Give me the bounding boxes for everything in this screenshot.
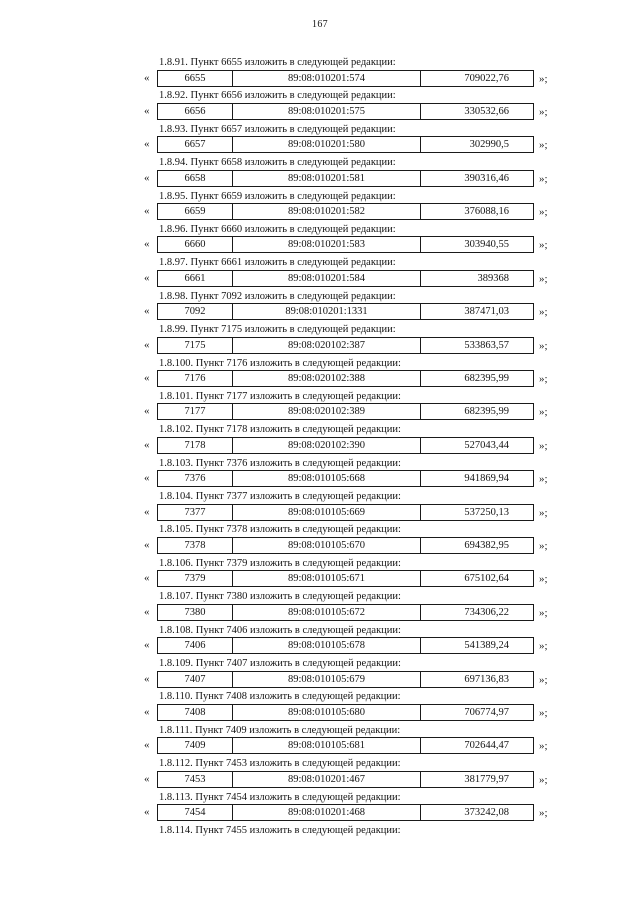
table-row [138, 504, 568, 521]
cadastral-number-cell: 89:08:010105:670 [233, 538, 421, 553]
cadastral-number-cell: 89:08:010201:581 [233, 171, 421, 186]
table-cells [157, 504, 534, 521]
table-cells [157, 103, 534, 120]
closing-quote: »; [539, 206, 548, 219]
cadastral-number-cell: 89:08:010105:671 [233, 571, 421, 586]
closing-quote: »; [539, 172, 548, 185]
table-cells [157, 804, 534, 821]
opening-quote: « [144, 171, 150, 184]
closing-quote: »; [539, 573, 548, 586]
cadastral-value-cell: 541389,24 [464, 640, 509, 652]
table-row [138, 370, 568, 387]
closing-quote: »; [539, 807, 548, 820]
amendment-heading: 1.8.91. Пункт 6655 изложить в следующей редакции: [159, 57, 396, 68]
item-number-cell: 7378 [158, 538, 233, 553]
amendment-heading: 1.8.101. Пункт 7177 изложить в следующей редакции: [159, 390, 401, 402]
table-row [138, 804, 568, 821]
amendment-entry [0, 690, 640, 723]
cadastral-value-cell: 537250,13 [464, 506, 509, 518]
opening-quote: « [144, 672, 150, 685]
table-cells [157, 236, 534, 253]
table-cells [157, 737, 534, 754]
opening-quote: « [144, 739, 150, 752]
table-row [138, 70, 568, 87]
item-number-cell: 6657 [158, 137, 233, 152]
amendment-entry-final [0, 824, 640, 857]
table-row [138, 704, 568, 721]
closing-quote: »; [539, 473, 548, 486]
item-number-cell: 7453 [158, 772, 233, 787]
opening-quote: « [144, 605, 150, 618]
cadastral-number-cell: 89:08:010201:582 [233, 204, 421, 219]
amendment-heading: 1.8.96. Пункт 6660 изложить в следующей редакции: [159, 223, 396, 235]
closing-quote: »; [539, 306, 548, 319]
closing-quote: »; [539, 105, 548, 118]
opening-quote: « [144, 806, 150, 819]
table-cells [157, 136, 534, 153]
cadastral-number-cell: 89:08:010105:672 [233, 605, 421, 620]
table-cells [157, 203, 534, 220]
cadastral-value-cell: 533863,57 [464, 339, 509, 351]
table-row [138, 570, 568, 587]
item-number-cell: 6659 [158, 204, 233, 219]
cadastral-value-cell: 694382,95 [464, 539, 509, 551]
cadastral-value-cell: 373242,08 [464, 807, 509, 819]
table-cells [157, 704, 534, 721]
table-cells [157, 270, 534, 287]
table-cells [157, 403, 534, 420]
opening-quote: « [144, 538, 150, 551]
closing-quote: »; [539, 773, 548, 786]
closing-quote: »; [539, 439, 548, 452]
table-row [138, 771, 568, 788]
amendment-heading: 1.8.109. Пункт 7407 изложить в следующей редакции: [159, 658, 401, 670]
amendment-heading: 1.8.106. Пункт 7379 изложить в следующей редакции: [159, 557, 401, 569]
amendment-heading: 1.8.98. Пункт 7092 изложить в следующей редакции: [159, 290, 396, 302]
item-number-cell: 6658 [158, 171, 233, 186]
table-cells [157, 437, 534, 454]
cadastral-number-cell: 89:08:010201:467 [233, 772, 421, 787]
amendment-entry [0, 523, 640, 556]
cadastral-number-cell: 89:08:020102:389 [233, 404, 421, 419]
item-number-cell: 7178 [158, 438, 233, 453]
cadastral-value-cell: 376088,16 [464, 206, 509, 218]
cadastral-value-cell: 330532,66 [464, 105, 509, 117]
cadastral-number-cell: 89:08:010201:583 [233, 237, 421, 252]
opening-quote: « [144, 271, 150, 284]
cadastral-value-cell: 390316,46 [464, 172, 509, 184]
table-row [138, 437, 568, 454]
table-row [138, 337, 568, 354]
amendment-entry [0, 290, 640, 323]
amendment-heading: 1.8.102. Пункт 7178 изложить в следующей редакции: [159, 424, 401, 436]
cadastral-value-cell: 303940,55 [464, 239, 509, 251]
amendment-entry [0, 490, 640, 523]
amendment-heading: 1.8.94. Пункт 6658 изложить в следующей редакции: [159, 157, 396, 169]
opening-quote: « [144, 405, 150, 418]
item-number-cell: 6661 [158, 271, 233, 286]
table-cells [157, 170, 534, 187]
closing-quote: »; [539, 406, 548, 419]
closing-quote: »; [539, 72, 548, 85]
cadastral-value-cell: 709022,76 [464, 72, 509, 84]
opening-quote: « [144, 305, 150, 318]
cadastral-value-cell: 389368 [477, 272, 509, 284]
table-cells [157, 604, 534, 621]
cadastral-number-cell: 89:08:010201:468 [233, 805, 421, 820]
table-row [138, 537, 568, 554]
amendment-entry [0, 190, 640, 223]
table-cells [157, 671, 534, 688]
table-row [138, 737, 568, 754]
cadastral-number-cell: 89:08:010105:680 [233, 705, 421, 720]
item-number-cell: 7175 [158, 338, 233, 353]
cadastral-number-cell: 89:08:010105:679 [233, 672, 421, 687]
closing-quote: »; [539, 640, 548, 653]
amendment-heading: 1.8.92. Пункт 6656 изложить в следующей редакции: [159, 90, 396, 102]
amendment-entry [0, 390, 640, 423]
opening-quote: « [144, 338, 150, 351]
opening-quote: « [144, 505, 150, 518]
table-row [138, 403, 568, 420]
closing-quote: »; [539, 539, 548, 552]
amendment-entry [0, 56, 640, 89]
amendment-entry [0, 757, 640, 790]
table-cells [157, 637, 534, 654]
opening-quote: « [144, 238, 150, 251]
amendment-heading: 1.8.99. Пункт 7175 изложить в следующей редакции: [159, 324, 396, 336]
amendment-entry [0, 89, 640, 122]
table-row [138, 170, 568, 187]
cadastral-number-cell: 89:08:010105:681 [233, 738, 421, 753]
amendment-heading: 1.8.111. Пункт 7409 изложить в следующей редакции: [159, 724, 401, 736]
item-number-cell: 7454 [158, 805, 233, 820]
item-number-cell: 7409 [158, 738, 233, 753]
cadastral-number-cell: 89:08:010201:574 [233, 71, 421, 86]
cadastral-value-cell: 702644,47 [464, 740, 509, 752]
opening-quote: « [144, 104, 150, 117]
table-cells [157, 303, 534, 320]
table-cells [157, 470, 534, 487]
table-row [138, 637, 568, 654]
closing-quote: »; [539, 706, 548, 719]
table-row [138, 236, 568, 253]
table-cells [157, 370, 534, 387]
table-row [138, 103, 568, 120]
document-body [0, 56, 640, 857]
amendment-heading: 1.8.104. Пункт 7377 изложить в следующей редакции: [159, 491, 401, 503]
opening-quote: « [144, 71, 150, 84]
closing-quote: »; [539, 506, 548, 519]
cadastral-value-cell: 682395,99 [464, 406, 509, 418]
amendment-entry [0, 323, 640, 356]
opening-quote: « [144, 372, 150, 385]
cadastral-value-cell: 527043,44 [464, 439, 509, 451]
table-cells [157, 771, 534, 788]
opening-quote: « [144, 572, 150, 585]
amendment-heading: 1.8.95. Пункт 6659 изложить в следующей редакции: [159, 190, 396, 202]
amendment-heading: 1.8.112. Пункт 7453 изложить в следующей редакции: [159, 758, 401, 770]
amendment-entry [0, 223, 640, 256]
cadastral-value-cell: 697136,83 [464, 673, 509, 685]
item-number-cell: 7406 [158, 638, 233, 653]
amendment-entry [0, 590, 640, 623]
table-cells [157, 537, 534, 554]
opening-quote: « [144, 438, 150, 451]
amendment-heading: 1.8.113. Пункт 7454 изложить в следующей редакции: [159, 791, 401, 803]
item-number-cell: 7092 [158, 304, 233, 319]
amendment-heading: 1.8.110. Пункт 7408 изложить в следующей редакции: [159, 691, 401, 703]
cadastral-number-cell: 89:08:010201:575 [233, 104, 421, 119]
cadastral-number-cell: 89:08:020102:388 [233, 371, 421, 386]
item-number-cell: 6656 [158, 104, 233, 119]
cadastral-value-cell: 706774,97 [464, 706, 509, 718]
amendment-entry [0, 557, 640, 590]
closing-quote: »; [539, 606, 548, 619]
amendment-heading: 1.8.103. Пункт 7376 изложить в следующей редакции: [159, 457, 401, 469]
amendment-entry [0, 657, 640, 690]
opening-quote: « [144, 205, 150, 218]
amendment-entry [0, 156, 640, 189]
amendment-entry [0, 423, 640, 456]
closing-quote: »; [539, 339, 548, 352]
opening-quote: « [144, 138, 150, 151]
amendment-list [0, 56, 640, 824]
closing-quote: »; [539, 373, 548, 386]
amendment-entry [0, 123, 640, 156]
opening-quote: « [144, 472, 150, 485]
item-number-cell: 7376 [158, 471, 233, 486]
amendment-heading: 1.8.100. Пункт 7176 изложить в следующей редакции: [159, 357, 401, 369]
amendment-heading: 1.8.93. Пункт 6657 изложить в следующей редакции: [159, 123, 396, 135]
item-number-cell: 7379 [158, 571, 233, 586]
cadastral-number-cell: 89:08:020102:387 [233, 338, 421, 353]
amendment-heading: 1.8.105. Пункт 7378 изложить в следующей редакции: [159, 524, 401, 536]
item-number-cell: 7176 [158, 371, 233, 386]
item-number-cell: 7377 [158, 505, 233, 520]
amendment-entry [0, 256, 640, 289]
cadastral-number-cell: 89:08:010201:584 [233, 271, 421, 286]
amendment-heading: 1.8.107. Пункт 7380 изложить в следующей редакции: [159, 591, 401, 603]
cadastral-number-cell: 89:08:010201:1331 [233, 304, 421, 319]
cadastral-number-cell: 89:08:010201:580 [233, 137, 421, 152]
amendment-entry [0, 724, 640, 757]
table-row [138, 671, 568, 688]
item-number-cell: 6655 [158, 71, 233, 86]
cadastral-value-cell: 675102,64 [464, 573, 509, 585]
table-cells [157, 337, 534, 354]
item-number-cell: 7380 [158, 605, 233, 620]
item-number-cell: 7177 [158, 404, 233, 419]
amendment-entry [0, 624, 640, 657]
table-row [138, 136, 568, 153]
cadastral-value-cell: 302990,5 [469, 139, 509, 151]
amendment-entry [0, 791, 640, 824]
amendment-entry [0, 357, 640, 390]
closing-quote: »; [539, 239, 548, 252]
cadastral-number-cell: 89:08:010105:669 [233, 505, 421, 520]
amendment-entry [0, 457, 640, 490]
opening-quote: « [144, 639, 150, 652]
cadastral-value-cell: 682395,99 [464, 373, 509, 385]
table-row [138, 604, 568, 621]
amendment-heading: 1.8.97. Пункт 6661 изложить в следующей редакции: [159, 257, 396, 269]
cadastral-number-cell: 89:08:010105:668 [233, 471, 421, 486]
cadastral-number-cell: 89:08:020102:390 [233, 438, 421, 453]
closing-quote: »; [539, 740, 548, 753]
amendment-heading: 1.8.108. Пункт 7406 изложить в следующей редакции: [159, 624, 401, 636]
closing-quote: »; [539, 139, 548, 152]
table-cells [157, 570, 534, 587]
item-number-cell: 7408 [158, 705, 233, 720]
amendment-heading: 1.8.114. Пункт 7455 изложить в следующей редакции: [159, 824, 401, 836]
closing-quote: »; [539, 272, 548, 285]
item-number-cell: 6660 [158, 237, 233, 252]
item-number-cell: 7407 [158, 672, 233, 687]
table-cells [157, 70, 534, 87]
cadastral-value-cell: 734306,22 [464, 606, 509, 618]
cadastral-value-cell: 941869,94 [464, 473, 509, 485]
page-number: 167 [312, 19, 328, 30]
closing-quote: »; [539, 673, 548, 686]
cadastral-number-cell: 89:08:010105:678 [233, 638, 421, 653]
cadastral-value-cell: 387471,03 [464, 306, 509, 318]
opening-quote: « [144, 772, 150, 785]
opening-quote: « [144, 705, 150, 718]
table-row [138, 270, 568, 287]
table-row [138, 470, 568, 487]
table-row [138, 203, 568, 220]
table-row [138, 303, 568, 320]
cadastral-value-cell: 381779,97 [464, 773, 509, 785]
